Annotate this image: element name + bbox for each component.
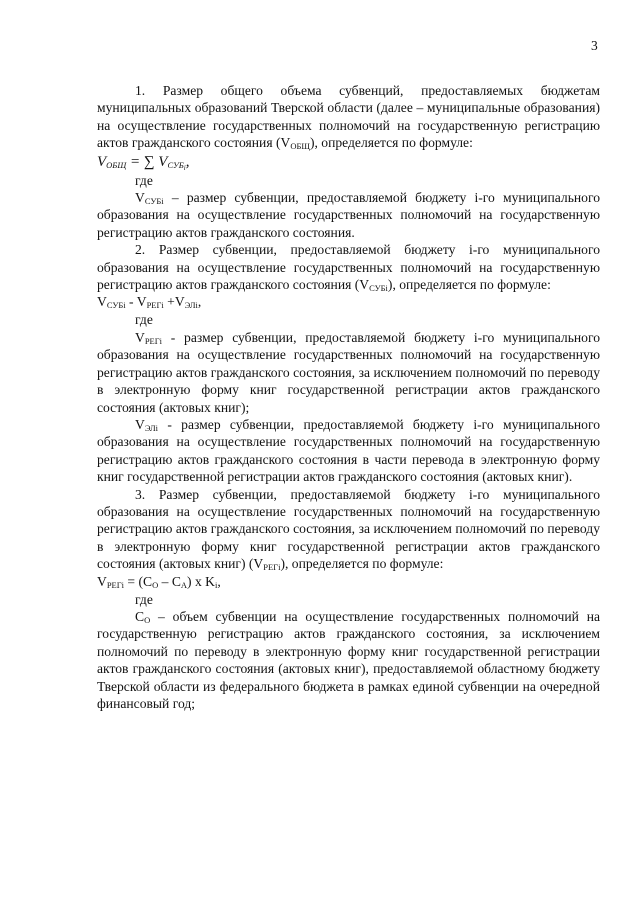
document-body bbox=[97, 82, 600, 712]
definition-v-regi: $V_{РЕГi}$ - размер субвенции, предоставляемой бюджету i-го муниципального образования на осуществление государственных полномочий на государственную регистрацию актов гражданского состояния, за исключением полномочий по переводу в электронную форму книг государственной регистрации актов гражданского состояния (актовых книг); bbox=[97, 329, 600, 415]
formula-subvention: $V_{СУБi} - V_{РЕГi} +V_{ЭЛi}$, bbox=[97, 294, 202, 311]
paragraph-1: 1. Размер общего объема субвенций, предоставляемых бюджетам муниципальных образований Тверской области (далее – муниципальные образования) на осуществление государственных полномочий на государственную регистрацию актов гражданского состояния $(V_{ОБЩ})$, определяется по формуле: bbox=[97, 83, 600, 152]
paragraph-3: 3. Размер субвенции, предоставляемой бюджету i-го муниципального образования на осуществление государственных полномочий на государственную регистрацию актов гражданского состояния, за исключением полномочий по переводу в электронную форму книг государственной регистрации актов гражданского состояния (актовых книг) $(V_{РЕГi})$, определяется по формуле: bbox=[97, 486, 600, 573]
definition-v-eli: $V_{ЭЛi}$ - размер субвенции, предоставляемой бюджету i-го муниципального образования на осуществление государственных полномочий на государственную регистрацию актов гражданского состояния в части перевода в электронную форму книг государственной регистрации актов гражданского состояния (актовых книг). bbox=[97, 416, 600, 485]
where-label: где bbox=[135, 591, 153, 607]
formula-registration: $V_{РЕГi} = (C_O - C_A)$ x $K_i$, bbox=[97, 573, 221, 590]
definition-c-o: $C_O$ – объем субвенции на осуществление государственных полномочий на государственную регистрацию актов гражданского состояния, за исключением полномочий по переводу в электронную форму книг государственной регистрации актов гражданского состояния (актовых книг), предоставляемой областному бюджету Тверской области из федерального бюджета в рамках единой субвенции на очередной финансовый год; bbox=[97, 608, 600, 711]
where-label: где bbox=[135, 312, 153, 328]
definition-v-subi: $V_{СУБi}$ – размер субвенции, предоставляемой бюджету i-го муниципального образования на осуществление государственных полномочий на государственную регистрацию актов гражданского состояния. bbox=[97, 190, 600, 240]
where-label: где bbox=[135, 172, 153, 188]
paragraph-2: 2. Размер субвенции, предоставляемой бюджету i-го муниципального образования на осуществление государственных полномочий на государственную регистрацию актов гражданского состояния $(V_{СУБi})$, определяется по формуле: bbox=[97, 242, 600, 294]
page-number: 3 bbox=[591, 38, 598, 53]
formula-total: $V_{ОБЩ}$ = ∑ $V_{СУБ_i}$, bbox=[97, 153, 190, 172]
